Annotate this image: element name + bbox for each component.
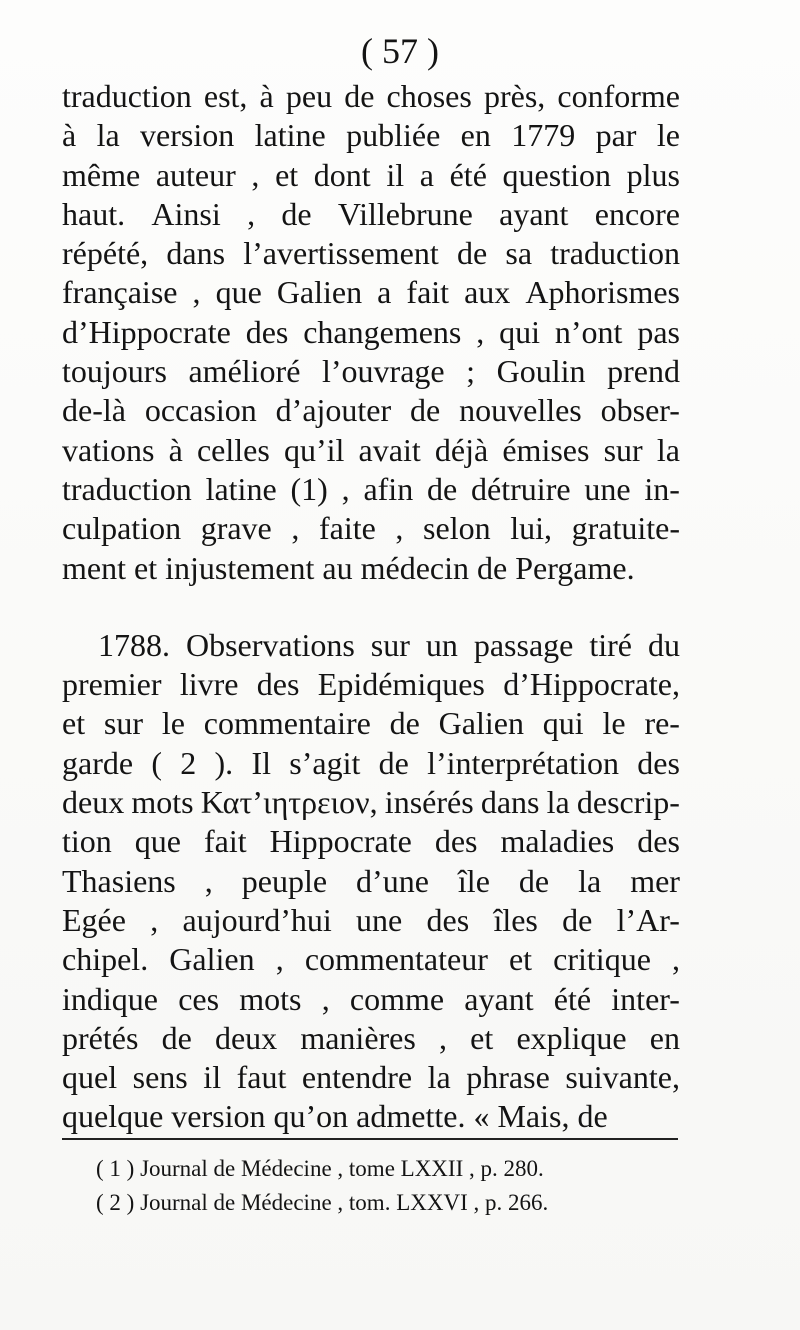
footnote: ( 1 ) Journal de Médecine , tome LXXII , p. 280. xyxy=(96,1156,544,1181)
footnote-rule xyxy=(62,1138,678,1140)
text-line: deux mots Κατ’ιητρειον, insérés dans la descrip- xyxy=(62,784,680,821)
footnote: ( 2 ) Journal de Médecine , tom. LXXVI , p. 266. xyxy=(96,1190,549,1215)
text-line: garde ( 2 ). Il s’agit de l’interprétation des xyxy=(62,744,680,781)
paragraph xyxy=(62,626,680,1137)
text-line: traduction est, à peu de choses près, conforme xyxy=(62,78,680,114)
text-line: toujours amélioré l’ouvrage ; Goulin prend xyxy=(62,353,680,390)
text-line: culpation grave , faite , selon lui, gratuite- xyxy=(62,510,680,547)
paragraph-gap xyxy=(62,588,680,626)
text-line: 1788. Observations sur un passage tiré du xyxy=(98,626,680,663)
footnotes xyxy=(96,1152,686,1220)
text-line: d’Hippocrate des changemens , qui n’ont pas xyxy=(62,313,680,350)
text-line: répété, dans l’avertissement de sa traduction xyxy=(62,235,680,272)
text-line: et sur le commentaire de Galien qui le re- xyxy=(62,705,680,742)
body-text xyxy=(62,77,680,1137)
text-line: vations à celles qu’il avait déjà émises sur la xyxy=(62,431,680,468)
text-line: premier livre des Epidémiques d’Hippocrate, xyxy=(62,666,680,703)
text-line: française , que Galien a fait aux Aphorismes xyxy=(62,274,680,311)
text-line: quel sens il faut entendre la phrase suivante, xyxy=(62,1059,680,1096)
text-line: chipel. Galien , commentateur et critique , xyxy=(62,941,680,978)
text-line: indique ces mots , comme ayant été inter- xyxy=(62,980,680,1017)
text-line: traduction latine (1) , afin de détruire une in- xyxy=(62,470,680,507)
text-line: prétés de deux manières , et explique en xyxy=(62,1019,680,1056)
text-line: tion que fait Hippocrate des maladies des xyxy=(62,823,680,860)
text-line: de-là occasion d’ajouter de nouvelles obser- xyxy=(62,392,680,429)
text-line: Egée , aujourd’hui une des îles de l’Ar- xyxy=(62,901,680,938)
text-line: haut. Ainsi , de Villebrune ayant encore xyxy=(62,195,680,232)
text-line: même auteur , et dont il a été question plus xyxy=(62,156,680,193)
paragraph xyxy=(62,77,680,588)
text-line: ment et injustement au médecin de Pergame. xyxy=(62,549,635,586)
text-line: à la version latine publiée en 1779 par le xyxy=(62,117,680,154)
page-number: ( 57 ) xyxy=(361,31,439,71)
text-line: quelque version qu’on admette. « Mais, de xyxy=(62,1098,608,1135)
text-line: Thasiens , peuple d’une île de la mer xyxy=(62,862,680,899)
